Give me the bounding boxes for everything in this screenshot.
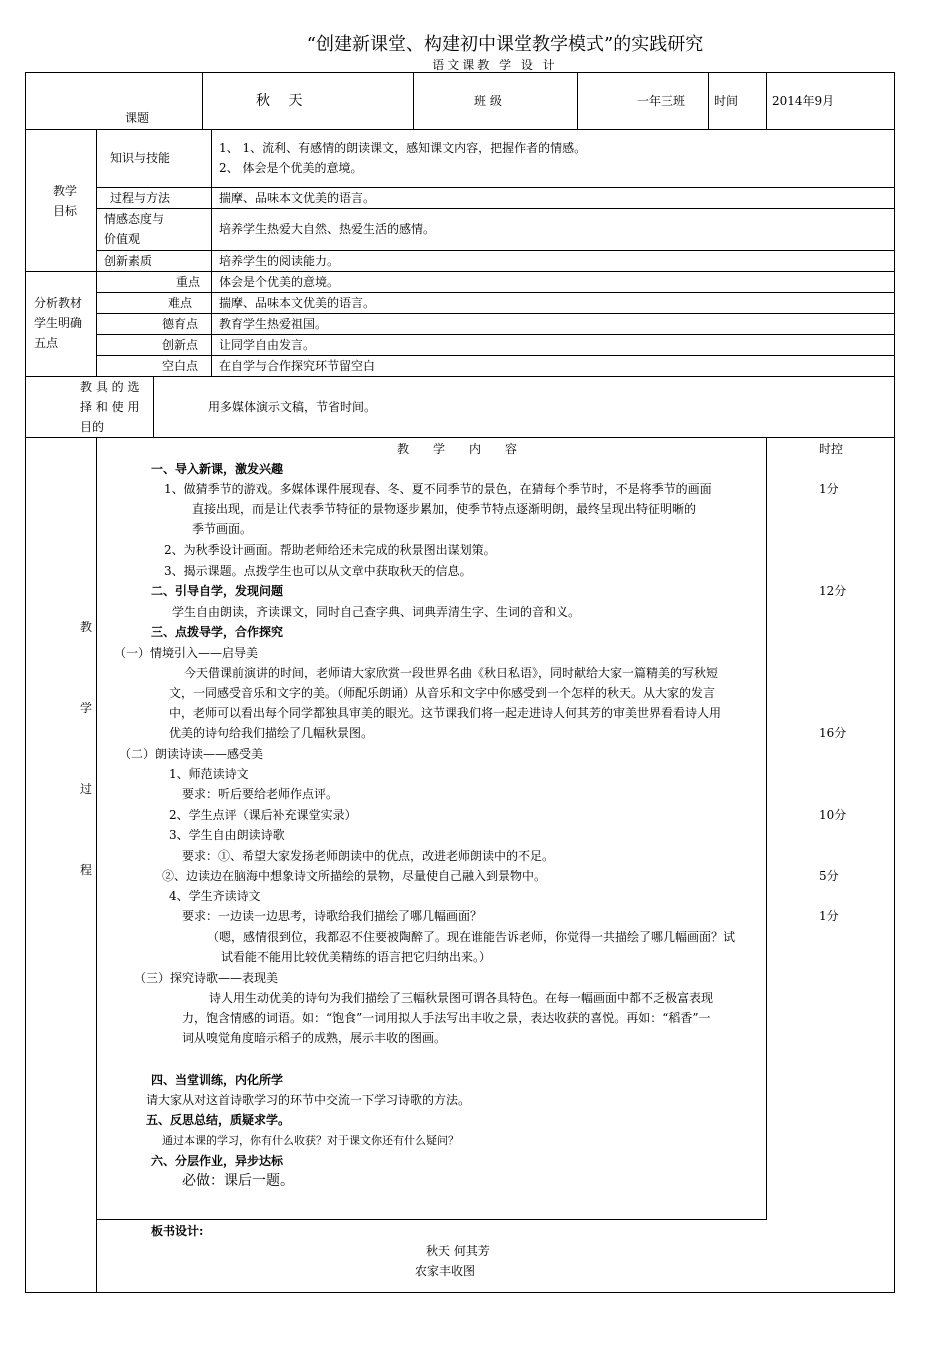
content-line: 通过本课的学习，你有什么收获？对于课文你还有什么疑问？ [162,1134,459,1147]
content-line: （三）探究诗歌——表现美 [134,971,279,985]
emotion-value: 培养学生热爱大自然、热爱生活的感情。 [219,222,436,236]
content-line: 文，一同感受音乐和文字的美。（师配乐朗诵）从音乐和文字中你感受到一个怎样的秋天。从大家的发言 [169,686,716,700]
content-line: 2、为秋季设计画面。帮助老师给还未完成的秋景图出谋划策。 [164,543,496,557]
knowledge-line-1: 1、 1、流利、有感情的朗读课文，感知课文内容，把握作者的情感。 [219,141,587,155]
content-line: 必做：课后一题。 [182,1173,294,1189]
content-line: 中，老师可以看出每个同学都独具审美的眼光。这节课我们将一起走进诗人何其芳的审美世界看看诗人用 [169,706,722,720]
content-line: 直接出现，而是让代表季节特征的景物逐步累加，使季节特点逐渐明朗，最终呈现出特征明晰的 [192,502,697,516]
content-line: 1、师范读诗文 [169,767,249,781]
document-subtitle: 语文课教 学 设 计 [432,58,558,72]
section-heading: 六、分层作业，异步达标 [151,1154,284,1168]
content-line: ②、边读边在脑海中想象诗文所描绘的景物，尽量使自己融入到景物中。 [162,869,547,883]
content-line: 2、学生点评（课后补充课堂实录） [169,808,357,822]
innovation-value: 培养学生的阅读能力。 [219,254,340,268]
analysis-row-value: 在自学与合作探究环节留空白 [219,359,376,373]
analysis-row-label: 难点 [167,296,192,310]
section-heading: 一、导入新课，激发兴趣 [151,462,284,476]
document-title: “创建新课堂、构建初中课堂教学模式”的实践研究 [306,34,704,55]
time-value: 10分 [819,808,847,822]
analysis-row-label: 重点 [175,275,200,289]
topic-value: 秋 天 [256,93,303,109]
tools-value: 用多媒体演示文稿，节省时间。 [208,400,377,414]
class-value: 一年三班 [637,94,686,108]
content-line: 要求：①、希望大家发扬老师朗读中的优点，改进老师朗读中的不足。 [182,849,555,863]
time-value: 12分 [819,584,847,598]
time-value: 2014年9月 [772,94,835,108]
analysis-row-label: 空白点 [161,359,198,373]
content-line: 要求：一边读一边思考，诗歌给我们描绘了哪几幅画面？ [182,909,483,923]
content-line: 1、做猜季节的游戏。多媒体课件展现春、冬、夏不同季节的景色，在猜每个季节时，不是将季节的画面 [164,482,712,496]
emotion-label-line-1: 情感态度与 [104,212,165,226]
board-design-label: 板书设计: [151,1224,204,1238]
content-line: （嗯，感情很到位，我都忍不住要被陶醉了。现在谁能告诉老师，你觉得一共描绘了哪几幅画面？试 [207,930,736,944]
analysis-row-value: 揣摩、品味本文优美的语言。 [219,296,376,310]
section-heading: 四、当堂训练，内化所学 [151,1073,284,1087]
topic-label: 课题 [125,111,150,125]
content-line: 诗人用生动优美的诗句为我们描绘了三幅秋景图可谓各具特色。在每一幅画面中都不乏极富表现 [209,991,714,1005]
content-line: 季节画面。 [192,522,253,536]
innovation-label: 创新素质 [104,254,153,268]
content-line: 优美的诗句给我们描绘了几幅秋景图。 [169,726,374,740]
board-design-line-2: 农家丰收图 [415,1264,476,1278]
emotion-label-line-2: 价值观 [104,232,141,246]
time-control-header: 时控 [819,442,844,456]
content-line: 请大家从对这首诗歌学习的环节中交流一下学习诗歌的方法。 [146,1093,471,1107]
content-line: 试看能不能用比较优美精练的语言把它归纳出来。） [221,950,492,964]
content-header: 教 学 内 容 [397,442,518,456]
content-line: 要求：听后要给老师作点评。 [182,787,339,801]
content-line: 词从嗅觉角度暗示稻子的成熟，展示丰收的图画。 [182,1031,447,1045]
knowledge-label: 知识与技能 [110,151,171,165]
time-value: 1分 [819,482,839,496]
time-value: 1分 [819,909,839,923]
analysis-row-value: 体会是个优美的意境。 [219,275,340,289]
class-label: 班 级 [474,94,502,108]
content-line: 力，饱含情感的词语。如：“饱食”一词用拟人手法写出丰收之景，表达收获的喜悦。再如：“稻香”一 [182,1011,711,1025]
knowledge-line-2: 2、 体会是个优美的意境。 [219,161,363,175]
time-value: 16分 [819,726,847,740]
section-heading: 五、反思总结，质疑求学。 [146,1113,291,1127]
board-design-line-1: 秋天 何其芳 [426,1244,490,1258]
time-label: 时间 [714,94,739,108]
content-line: 今天借课前演讲的时间，老师请大家欣赏一段世界名曲《秋日私语》，同时献给大家一篇精美的写秋短 [184,666,719,680]
analysis-row-value: 让同学自由发言。 [219,338,316,352]
content-line: 4、学生齐读诗文 [169,889,261,903]
time-value: 5分 [819,869,839,883]
analysis-row-value: 教育学生热爱祖国。 [219,317,328,331]
section-heading: 三、点拨导学，合作探究 [151,625,284,639]
content-line: 学生自由朗读，齐读课文，同时自己查字典、词典弄清生字、生词的音和义。 [172,605,581,619]
process-method-value: 揣摩、品味本文优美的语言。 [219,191,376,205]
section-heading: 二、引导自学，发现问题 [151,584,284,598]
content-line: 3、学生自由朗读诗歌 [169,828,285,842]
process-method-label: 过程与方法 [110,191,171,205]
content-line: （一）情境引入——启导美 [114,646,259,660]
content-line: 3、揭示课题。点拨学生也可以从文章中获取秋天的信息。 [164,564,472,578]
analysis-row-label: 创新点 [161,338,198,352]
analysis-row-label: 德育点 [161,317,198,331]
content-line: （二）朗读诗读——感受美 [119,747,264,761]
